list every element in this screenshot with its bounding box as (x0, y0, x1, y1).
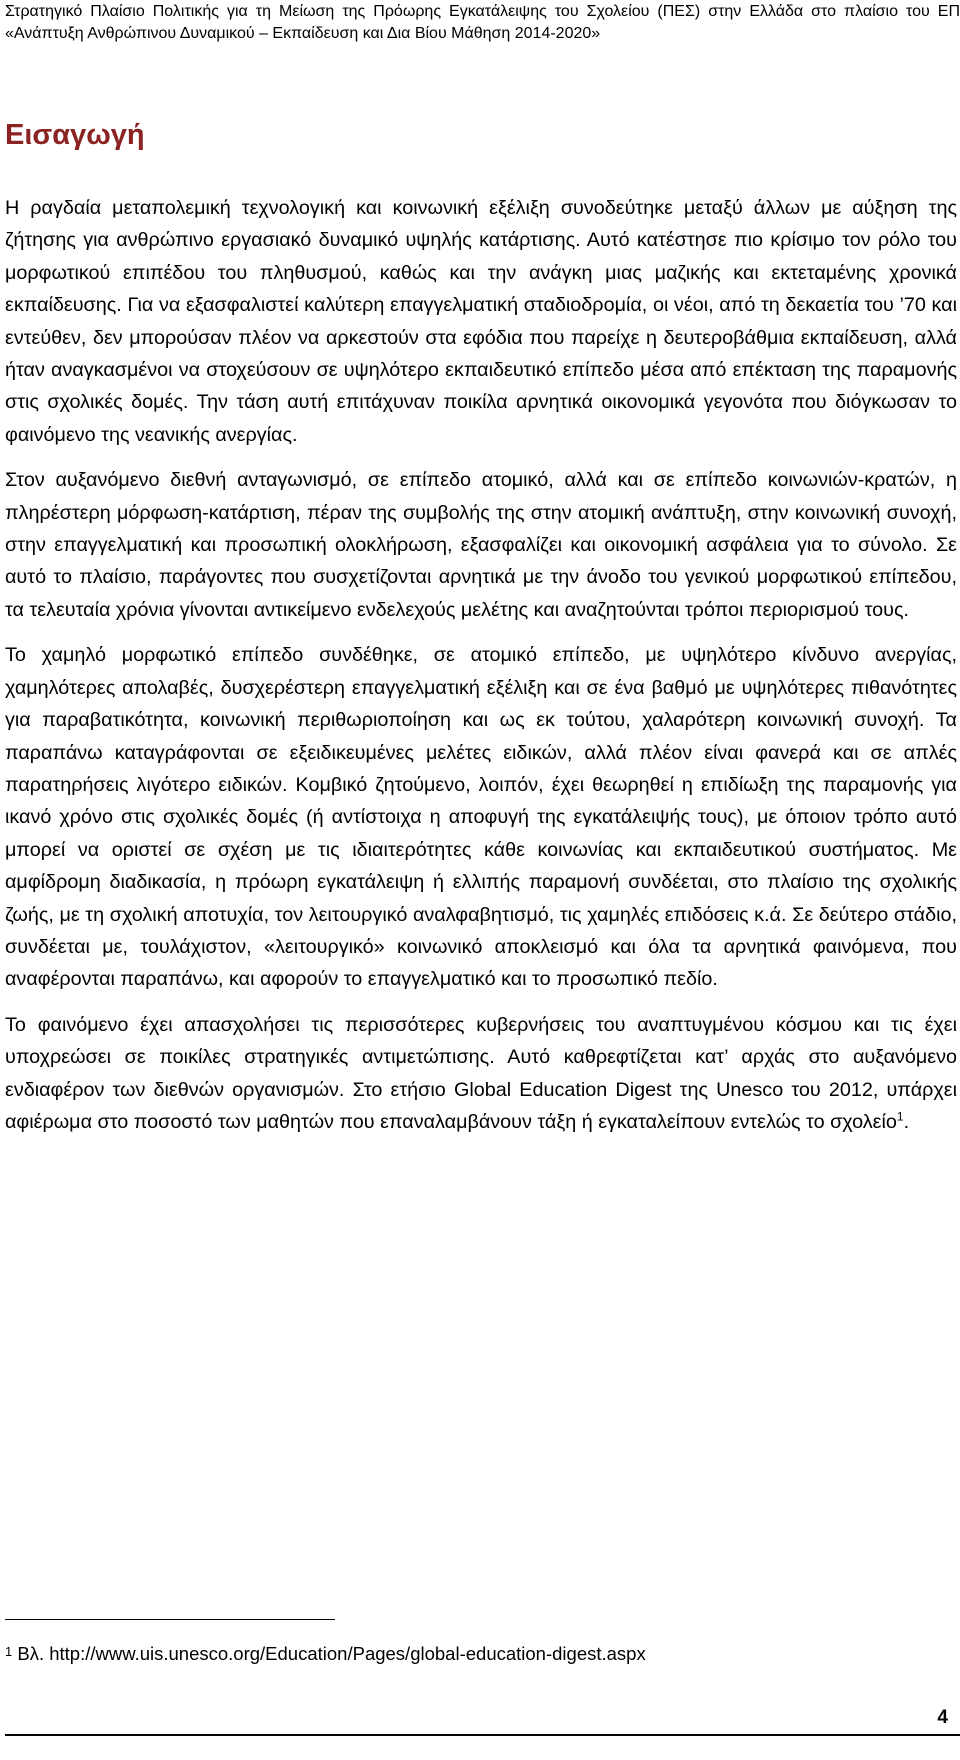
paragraph-4-end: . (903, 1110, 910, 1133)
footnote-divider (5, 1619, 335, 1620)
running-header: Στρατηγικό Πλαίσιο Πολιτικής για τη Μείωση της Πρόωρης Εγκατάλειψης του Σχολείου (ΠΕΣ) στην Ελλάδα στο πλαίσιο του ΕΠ «Ανάπτυξη Ανθρώπινου Δυναμικού – Εκπαίδευση και Δια Βίου Μάθηση 2014-2020» (5, 3, 960, 42)
paragraph-1: Η ραγδαία μεταπολεμική τεχνολογική και κοινωνική εξέλιξη συνοδεύτηκε μεταξύ άλλων με αύξηση της ζήτησης για ανθρώπινο εργασιακό δυναμικό υψηλής κατάρτισης. Αυτό κατέστησε πιο κρίσιμο τον ρόλο του μορφωτικού επιπέδου του πληθυσμού, καθώς και την ανάγκη μιας μαζικής και εκτεταμένης χρονικά εκπαίδευσης. Για να εξασφαλιστεί καλύτερη επαγγελματική σταδιοδρομία, οι νέοι, από τη δεκαετία του ’70 και εντεύθεν, δεν μπορούσαν πλέον να αρκεστούν στα εφόδια που παρείχε η δευτεροβάθμια εκπαίδευση, αλλά ήταν αναγκασμένοι να στοχεύσουν σε υψηλότερο εκπαιδευτικό επίπεδο μέσα από επέκταση της παραμονής στις σχολικές δομές. Την τάση αυτή επιτάχυναν ποικίλα αρνητικά οικονομικά γεγονότα που διόγκωσαν το φαινόμενο της νεανικής ανεργίας. (5, 197, 957, 446)
page-number: 4 (937, 1707, 948, 1728)
footnote (5, 1642, 646, 1666)
paragraph-4-text: Το φαινόμενο έχει απασχολήσει τις περισσότερες κυβερνήσεις του αναπτυγμένου κόσμου και τις έχει υποχρεώσει σε ποικίλες στρατηγικές αντιμετώπισης. Αυτό καθρεφτίζεται κατ’ αρχάς στο αυξανόμενο ενδιαφέρον των διεθνών οργανισμών. Στο ετήσιο Global Education Digest της Unesco του 2012, υπάρχει αφιέρωμα στο ποσοστό των μαθητών που επαναλαμβάνουν τάξη ή εγκαταλείπουν εντελώς το σχολείο (5, 1013, 957, 1133)
footnote-text: Βλ. http://www.uis.unesco.org/Education/Pages/global-education-digest.aspx (12, 1643, 646, 1664)
paragraph-3: Το χαμηλό μορφωτικό επίπεδο συνδέθηκε, σε ατομικό επίπεδο, με υψηλότερο κίνδυνο ανεργίας, χαμηλότερες απολαβές, δυσχερέστερη επαγγελματική εξέλιξη και σε ένα βαθμό με υψηλότερες πιθανότητες για παραβατικότητα, κοινωνική περιθωριοποίηση και ως εκ τούτου, χαλαρότερη κοινωνική συνοχή. Τα παραπάνω καταγράφονται σε εξειδικευμένες μελέτες ειδικών, αλλά πλέον είναι φανερά και σε απλές παρατηρήσεις λιγότερο ειδικών. Κομβικό ζητούμενο, λοιπόν, έχει θεωρηθεί η επιδίωξη της παραμονής για ικανό χρόνο στις σχολικές δομές (ή αντίστοιχα η αποφυγή της εγκατάλειψής τους), με όποιον τρόπο αυτό μπορεί να οριστεί σε σχέση με τις ιδιαιτερότητες κάθε κοινωνίας και εκπαιδευτικού συστήματος. Με αμφίδρομη διαδικασία, η πρόωρη εγκατάλειψη ή ελλιπής παραμονή συνδέεται, στο πλαίσιο της σχολικής ζωής, με τη σχολική αποτυχία, τον λειτουργικό αναλφαβητισμό, τις χαμηλές επιδόσεις κ.ά. Σε δεύτερο στάδιο, συνδέεται με, τουλάχιστον, «λειτουργικό» κοινωνικό αποκλεισμό και όλα τα αρνητικά φαινόμενα, που αναφέρονται παραπάνω, και αφορούν το επαγγελματικό και το προσωπικό πεδίο. (5, 644, 957, 991)
section-heading: Εισαγωγή (5, 119, 145, 151)
footnote-reference: 1 (896, 1109, 904, 1124)
body-text (5, 192, 957, 1151)
paragraph-4 (5, 1009, 957, 1139)
footer-divider (5, 1734, 960, 1736)
footnote-marker: 1 (5, 1644, 13, 1659)
paragraph-2: Στον αυξανόμενο διεθνή ανταγωνισμό, σε επίπεδο ατομικό, αλλά και σε επίπεδο κοινωνιών-κρατών, η πληρέστερη μόρφωση-κατάρτιση, πέραν της συμβολής της στην ατομική ανάπτυξη, στην κοινωνική συνοχή, στην επαγγελματική και προσωπική ολοκλήρωση, εξασφαλίζει και οικονομική ασφάλεια για το σύνολο. Σε αυτό το πλαίσιο, παράγοντες που συσχετίζονται αρνητικά με την άνοδο του γενικού μορφωτικού επίπεδου, τα τελευταία χρόνια γίνονται αντικείμενο ενδελεχούς μελέτης και αναζητούνται τρόποι περιορισμού τους. (5, 469, 957, 621)
